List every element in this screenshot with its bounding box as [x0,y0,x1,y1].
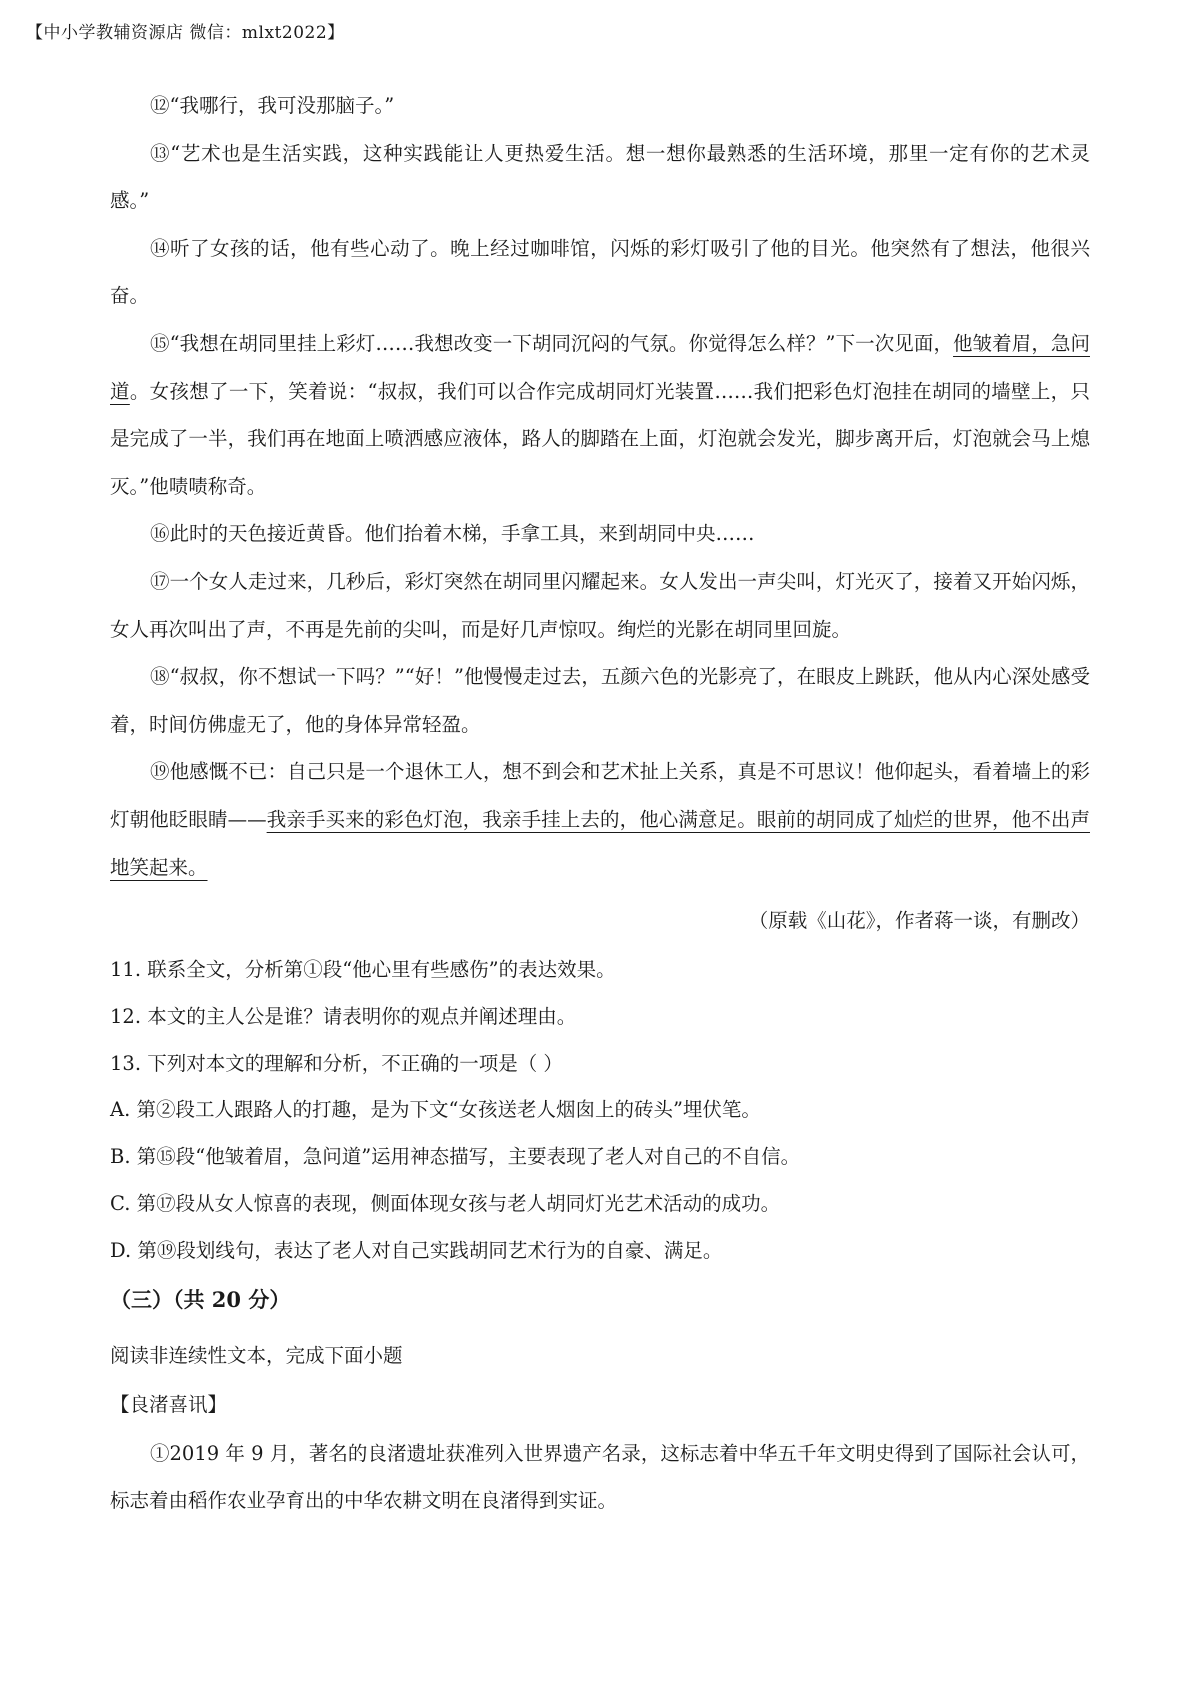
paragraph-15-text-a: ⑮“我想在胡同里挂上彩灯……我想改变一下胡同沉闷的气氛。你觉得怎么样？”下一次见面， [150,331,954,355]
paragraph-12: ⑫“我哪行，我可没那脑子。” [150,94,395,117]
paragraph-16: ⑯此时的天色接近黄昏。他们抬着木梯，手拿工具，来到胡同中央…… [150,522,755,546]
question-11: 11. 联系全文，分析第①段“他心里有些感伤”的表达效果。 [110,958,616,981]
paragraph-19-text-a: ⑲他感慨不已：自己只是一个退休工人，想不到会和艺术扯上关系，真是不可思议！他仰起头，看着墙上的彩灯朝他眨眼睛—— [110,760,1090,831]
paragraph-15 [110,320,1090,510]
liangzhu-paragraph-1: ①2019 年 9 月，著名的良渚遗址获准列入世界遗产名录，这标志着中华五千年文明史得到了国际社会认可，标志着由稻作农业孕育出的中华农耕文明在良渚得到实证。 [110,1442,1090,1512]
paragraph-15-underlined: 他皱着眉，急问道 [110,331,1090,403]
question-list [110,947,1090,1275]
question-12: 12. 本文的主人公是谁？请表明你的观点并阐述理由。 [110,1004,577,1028]
question-13: 13. 下列对本文的理解和分析，不正确的一项是（ ） [110,1051,563,1075]
paragraph-19 [110,748,1090,891]
watermark-header: 【中小学教辅资源店 微信：mlxt2022】 [26,23,345,43]
story-passage [110,82,1090,891]
paragraph-18: ⑱“叔叔，你不想试一下吗？”“好！”他慢慢走过去，五颜六色的光影亮了，在眼皮上跳跃，他从内心深处感受着，时间仿佛虚无了，他的身体异常轻盈。 [110,665,1090,736]
section-title: （三）（共 20 分） [110,1287,291,1312]
source-citation: （原载《山花》，作者蒋一谈，有删改） [748,909,1090,932]
paragraph-15-text-b: 。女孩想了一下，笑着说：“叔叔，我们可以合作完成胡同灯光装置……我们把彩色灯泡挂在胡同的墙壁上，只是完成了一半，我们再在地面上喷洒感应液体，路人的脚踏在上面，灯泡就会发光，脚步离开后，灯泡就会马上熄灭。”他啧啧称奇。 [110,379,1090,498]
option-c: C. 第⑰段从女人惊喜的表现，侧面体现女孩与老人胡同灯光艺术活动的成功。 [110,1191,781,1215]
paragraph-17: ⑰一个女人走过来，几秒后，彩灯突然在胡同里闪耀起来。女人发出一声尖叫，灯光灭了，接着又开始闪烁，女人再次叫出了声，不再是先前的尖叫，而是好几声惊叹。绚烂的光影在胡同里回旋。 [110,569,1090,641]
text-subtitle: 【良渚喜讯】 [110,1393,228,1416]
paragraph-13: ⑬“艺术也是生活实践，这种实践能让人更热爱生活。想一想你最熟悉的生活环境，那里一定有你的艺术灵感。” [110,141,1090,213]
liangzhu-passage [110,1430,1090,1524]
option-d: D. 第⑲段划线句，表达了老人对自己实践胡同艺术行为的自豪、满足。 [110,1238,723,1262]
option-a: A. 第②段工人跟路人的打趣，是为下文“女孩送老人烟囱上的砖头”埋伏笔。 [110,1098,761,1122]
paragraph-14: ⑭听了女孩的话，他有些心动了。晚上经过咖啡馆，闪烁的彩灯吸引了他的目光。他突然有了想法，他很兴奋。 [110,236,1090,308]
paragraph-19-underlined: 我亲手买来的彩色灯泡，我亲手挂上去的，他心满意足。眼前的胡同成了灿烂的世界，他不出声地笑起来。 [110,807,1090,879]
option-b: B. 第⑮段“他皱着眉，急问道”运用神态描写，主要表现了老人对自己的不自信。 [110,1145,801,1169]
section-instruction: 阅读非连续性文本，完成下面小题 [110,1344,403,1367]
